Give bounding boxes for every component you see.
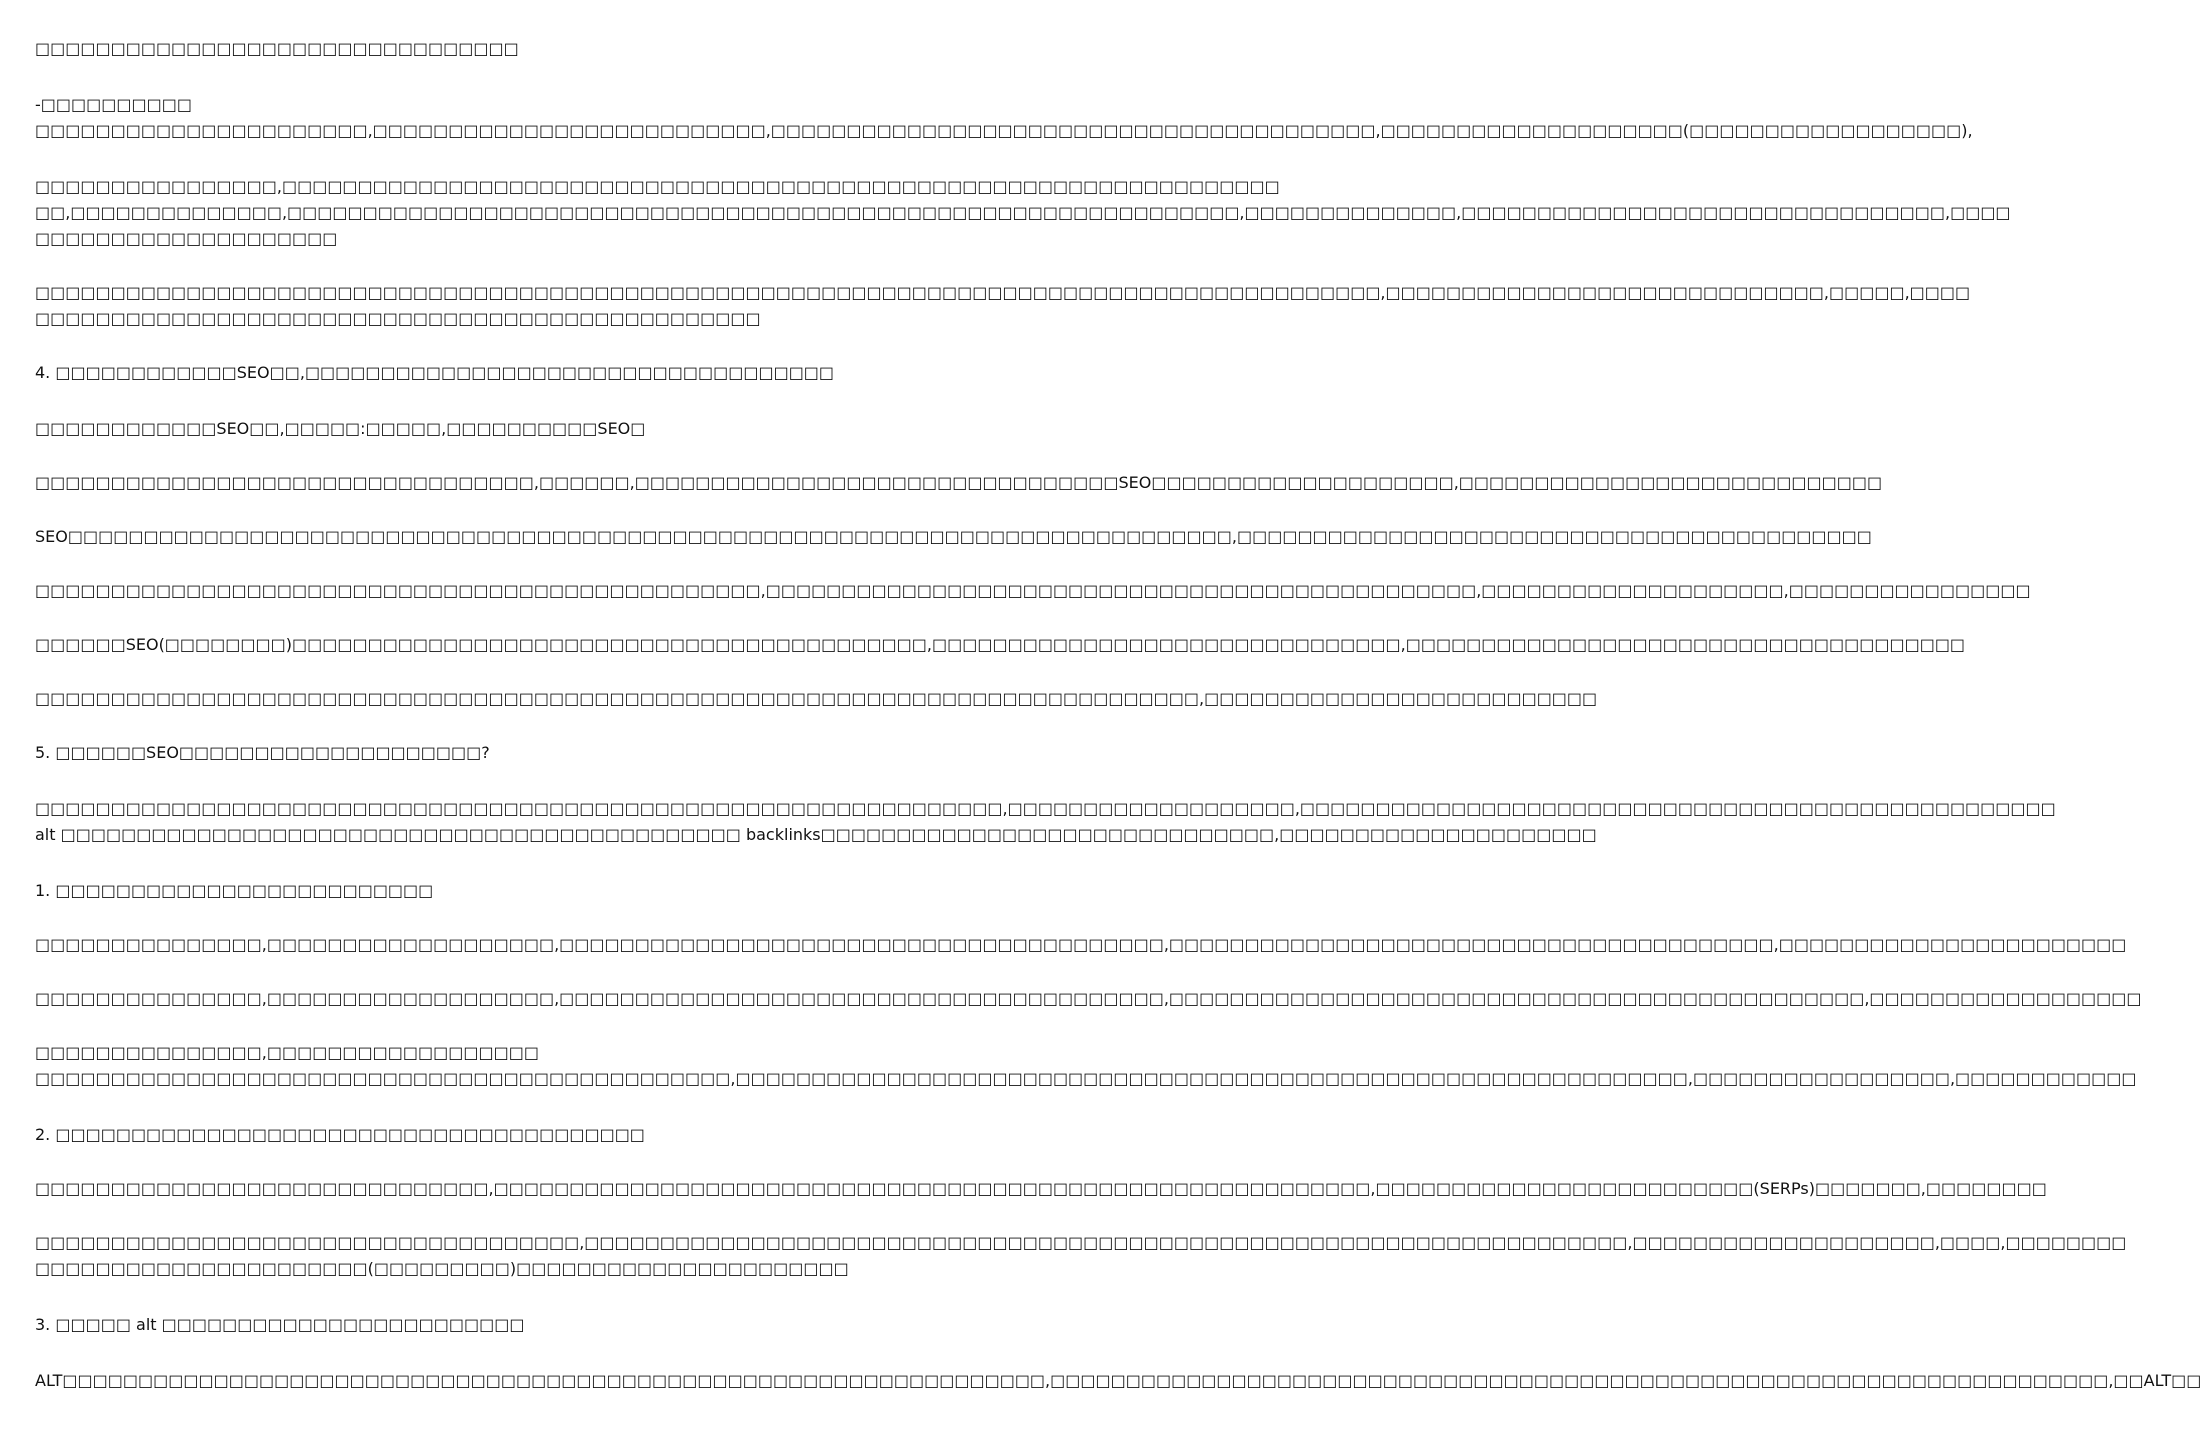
text-line: □□□□□□□□□□□□□□□□□□□□□□□□□□□□□□□□□□□□□□□□□□□□□□□□□□□□□□□□□□□□□□□□□□□□□□□□□□□□□□□□□□□□□□□□□,□□□□□□□□□□□□□□□□□□□□□□□□□□□□□,□□□□□,□□□□	[35, 283, 1971, 302]
text-line: □□□□□□□□□□□□□□□□□□□□□□□□□□□□□□□□	[35, 39, 519, 58]
text-line: □□□□□□□□□□□□□□□□□□□□□□□□□□□□□□□□□□□□□□□□□□□□□□□□□□□□□□□□□□□□□□□□□□□□□□□□□□□□□,□□□□□□□□□□□□□□□□□□□□□□□□□□	[35, 689, 1598, 708]
paragraph	[35, 686, 1598, 712]
paragraph	[35, 1312, 990, 1338]
text-line: □□□□□□□□□□□□□□□□□□□□□□□□□□□□□□□□□,□□□□□□,□□□□□□□□□□□□□□□□□□□□□□□□□□□□□□□□SEO□□□□□□□□□□□□□□□□□□□□,□□□□□□□□□□□□□□□□□□□□□□□□□□□□	[35, 473, 1883, 492]
paragraph	[35, 92, 1973, 144]
text-line: -□□□□□□□□□□	[35, 95, 192, 114]
text-line: SEO□□□□□□□□□□□□□□□□□□□□□□□□□□□□□□□□□□□□□□□□□□□□□□□□□□□□□□□□□□□□□□□□□□□□□□□□□□□□□,□□□□□□□□□□□□□□□□□□□□□□□□□□□□□□□□□□□□□□□□□□	[35, 527, 1872, 546]
paragraph	[35, 470, 1883, 496]
text-line: □□□□□□□□□□□□SEO□□,□□□□□:□□□□□,□□□□□□□□□□SEO□	[35, 419, 646, 438]
paragraph	[35, 416, 990, 442]
text-line: □□□□□□□□□□□□□□□□□□□□□□(□□□□□□□□□)□□□□□□□□□□□□□□□□□□□□□□	[35, 1259, 849, 1278]
document-body	[35, 36, 2201, 1416]
paragraph	[35, 280, 1971, 332]
paragraph	[35, 632, 1966, 658]
text-line: □□,□□□□□□□□□□□□□□,□□□□□□□□□□□□□□□□□□□□□□□□□□□□□□□□□□□□□□□□□□□□□□□□□□□□□□□□□□□□□□□,□□□□□□□□□□□□□□,□□□□□□□□□□□□□□□□□□□□□□□□□□□□□□□□,□□□□	[35, 203, 2011, 222]
text-line: □□□□□□□□□□□□□□□,□□□□□□□□□□□□□□□□□□	[35, 1043, 539, 1062]
paragraph	[35, 174, 2011, 252]
paragraph	[35, 578, 2031, 604]
paragraph	[35, 740, 990, 766]
text-line: 1. □□□□□□□□□□□□□□□□□□□□□□□□□	[35, 881, 434, 900]
paragraph	[35, 796, 2056, 848]
text-line: 4. □□□□□□□□□□□□SEO□□,□□□□□□□□□□□□□□□□□□□□□□□□□□□□□□□□□□□	[35, 363, 835, 382]
text-line: □□□□□□□□□□□□□□□□□□□□□□□□□□□□□□□□□□□□□□□□□□□□□□□□,□□□□□□□□□□□□□□□□□□□□□□□□□□□□□□□□□□□□□□□□□□□□□□□,□□□□□□□□□□□□□□□□□□□□,□□□□□□□□□□□□□□□□	[35, 581, 2031, 600]
text-line: □□□□□□□□□□□□□□□,□□□□□□□□□□□□□□□□□□□,□□□□□□□□□□□□□□□□□□□□□□□□□□□□□□□□□□□□□□□□,□□□□□□□□□□□□□□□□□□□□□□□□□□□□□□□□□□□□□□□□,□□□□□□□□□□□□□□□□□□□□□□□	[35, 935, 2127, 954]
text-line: □□□□□□□□□□□□□□□□□□□□□□□□□□□□□□□□□□□□□□□□□□□□□□□□□□□□□□□□□□□□□□□□,□□□□□□□□□□□□□□□□□□□,□□□□□□□□□□□□□□□□□□□□□□□□□□□□□□□□□□□□□□□□□□□□□□□□□□	[35, 799, 2056, 818]
text-line: □□□□□□□□□□□□□□□□□□□□□□□□□□□□□□,□□□□□□□□□□□□□□□□□□□□□□□□□□□□□□□□□□□□□□□□□□□□□□□□□□□□□□□□□□,□□□□□□□□□□□□□□□□□□□□□□□□□(SERPs)□□□□□□□,□□□□□□□□	[35, 1179, 2047, 1198]
paragraph	[35, 1176, 2047, 1202]
text-line: 5. □□□□□□SEO□□□□□□□□□□□□□□□□□□□□?	[35, 743, 490, 762]
text-line: □□□□□□SEO(□□□□□□□□)□□□□□□□□□□□□□□□□□□□□□□□□□□□□□□□□□□□□□□□□□□,□□□□□□□□□□□□□□□□□□□□□□□□□□□□□□□,□□□□□□□□□□□□□□□□□□□□□□□□□□□□□□□□□□□□□	[35, 635, 1966, 654]
paragraph	[35, 1040, 2137, 1092]
paragraph	[35, 932, 2127, 958]
text-line: □□□□□□□□□□□□□□□□□□□□□□,□□□□□□□□□□□□□□□□□□□□□□□□□□,□□□□□□□□□□□□□□□□□□□□□□□□□□□□□□□□□□□□□□□□,□□□□□□□□□□□□□□□□□□□□(□□□□□□□□□□□□□□□□□□),	[35, 121, 1973, 140]
paragraph	[35, 36, 990, 62]
text-line: □□□□□□□□□□□□□□□□□□□□□□□□□□□□□□□□□□□□,□□□□□□□□□□□□□□□□□□□□□□□□□□□□□□□□□□□□□□□□□□□□□□□□□□□□□□□□□□□□□□□□□□□□□,□□□□□□□□□□□□□□□□□□□□,□□□□,□□□□□□□□	[35, 1233, 2127, 1252]
paragraph	[35, 360, 990, 386]
text-line: □□□□□□□□□□□□□□□□□□□□□□□□□□□□□□□□□□□□□□□□□□□□□□□□	[35, 309, 761, 328]
paragraph	[35, 878, 990, 904]
text-line: 2. □□□□□□□□□□□□□□□□□□□□□□□□□□□□□□□□□□□□□□□	[35, 1125, 645, 1144]
paragraph	[35, 524, 1872, 550]
text-line: □□□□□□□□□□□□□□□□□□□□□□□□□□□□□□□□□□□□□□□□□□□□□□,□□□□□□□□□□□□□□□□□□□□□□□□□□□□□□□□□□□□□□□□□□□□□□□□□□□□□□□□□□□□□□□,□□□□□□□□□□□□□□□□□,□□□□□□□□□□□□	[35, 1069, 2137, 1088]
paragraph	[35, 1122, 990, 1148]
paragraph	[35, 986, 2142, 1012]
text-line: 3. □□□□□ alt □□□□□□□□□□□□□□□□□□□□□□□□	[35, 1315, 525, 1334]
text-line: □□□□□□□□□□□□□□□,□□□□□□□□□□□□□□□□□□□,□□□□□□□□□□□□□□□□□□□□□□□□□□□□□□□□□□□□□□□□,□□□□□□□□□□□□□□□□□□□□□□□□□□□□□□□□□□□□□□□□□□□□□□,□□□□□□□□□□□□□□□□□□	[35, 989, 2142, 1008]
text-line: alt □□□□□□□□□□□□□□□□□□□□□□□□□□□□□□□□□□□□□□□□□□□□□ backlinks□□□□□□□□□□□□□□□□□□□□□□□□□□□□□□,□□□□□□□□□□□□□□□□□□□□□	[35, 825, 1597, 844]
text-line: □□□□□□□□□□□□□□□□□□□□	[35, 229, 338, 248]
text-line: ALT□□□□□□□□□□□□□□□□□□□□□□□□□□□□□□□□□□□□□□□□□□□□□□□□□□□□□□□□□□□□□□□□□,□□□□□□□□□□□□□□□□□□□□□□□□□□□□□□□□□□□□□□□□□□□□□□□□□□□□□□□□□□□□□□□□□□□□□□,□□ALT□□	[35, 1371, 2201, 1390]
paragraph	[35, 1368, 2201, 1394]
paragraph	[35, 1230, 2127, 1282]
text-line: □□□□□□□□□□□□□□□□,□□□□□□□□□□□□□□□□□□□□□□□□□□□□□□□□□□□□□□□□□□□□□□□□□□□□□□□□□□□□□□□□□□	[35, 177, 1280, 196]
